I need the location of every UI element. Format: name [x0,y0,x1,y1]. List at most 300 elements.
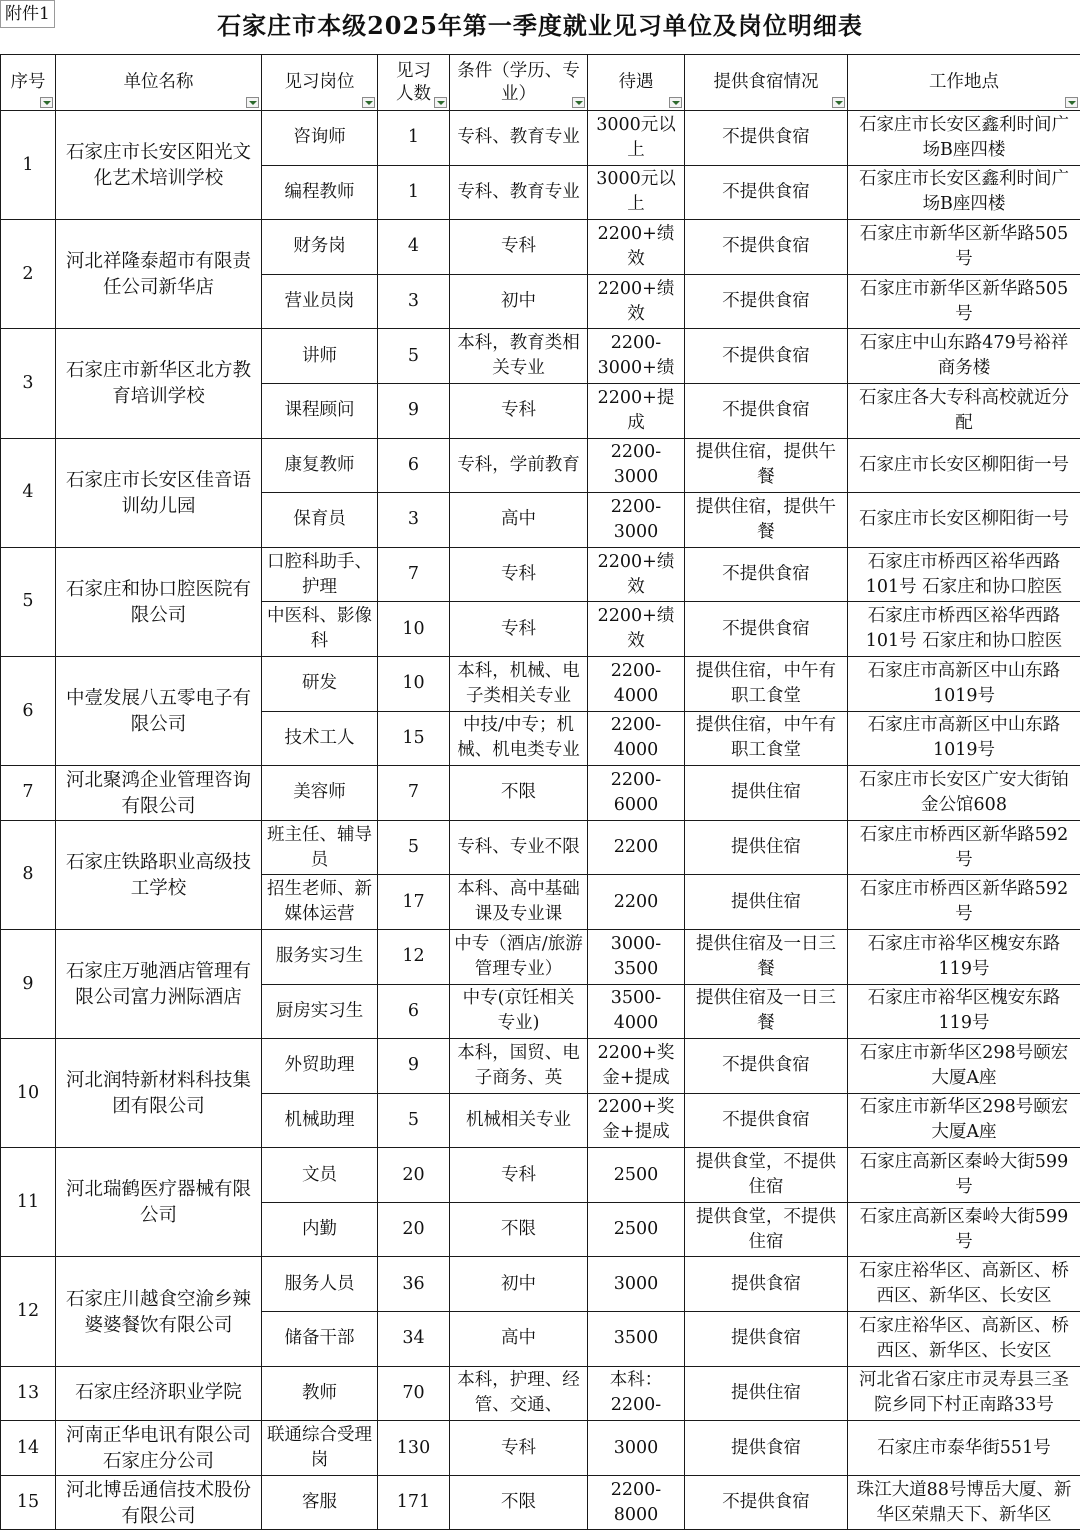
board-cell [685,1312,848,1367]
pay-cell-text: 2200+奖金+提成 [597,1042,675,1088]
location-cell [848,1093,1080,1148]
requirements-cell-text: 专科，学前教育 [457,454,580,475]
board-cell [685,438,848,493]
company-name [56,329,262,438]
position-cell [262,984,378,1039]
filter-dropdown-icon[interactable] [572,97,585,108]
pay-cell-text: 2200+绩效 [597,606,675,652]
requirements-cell [450,656,588,711]
position-cell [262,929,378,984]
pay-cell-text: 2200+提成 [597,387,675,433]
pay-cell-text: 本科：2200- [609,1370,663,1416]
location-cell [848,1366,1080,1421]
board-cell [685,1366,848,1421]
location-cell [848,875,1080,930]
company-name [56,820,262,929]
count-cell-text: 9 [407,400,420,421]
position-cell [262,383,378,438]
count-cell [378,1093,450,1148]
table-row [1,1039,1080,1094]
row-index-text: 7 [22,782,34,803]
company-name [56,1475,262,1530]
position-cell [262,329,378,384]
position-cell [262,602,378,657]
position-cell [262,1202,378,1257]
requirements-cell [450,1093,588,1148]
position-cell-text: 班主任、辅导员 [267,824,372,870]
header-location: 工作地点 [848,55,1080,111]
requirements-cell [450,274,588,329]
row-index-text: 12 [16,1301,40,1322]
location-cell-text: 珠江大道88号博岳大厦、新华区荣鼎天下、新华区 [856,1479,1072,1525]
position-cell-text: 美容师 [293,782,346,803]
company-name-text: 石家庄市新华区北方教育培训学校 [65,360,251,408]
board-cell [685,1257,848,1312]
requirements-cell-text: 本科，国贸、电子商务、英 [457,1042,580,1088]
count-cell-text: 171 [396,1492,431,1513]
board-cell-text: 提供住宿 [731,782,801,803]
location-cell-text: 石家庄市长安区广安大街铂金公馆608 [859,769,1069,815]
position-cell-text: 招生老师、新媒体运营 [267,879,372,925]
board-cell [685,711,848,766]
count-cell-text: 36 [402,1273,425,1294]
board-cell [685,111,848,166]
count-cell [378,1475,450,1530]
pay-cell-text: 2200-3000 [610,442,662,488]
filter-dropdown-icon[interactable] [362,97,375,108]
requirements-cell-text: 本科、高中基础课及专业课 [457,879,580,925]
table-row [1,547,1080,602]
company-name-text: 石家庄川越食空渝乡辣婆婆餐饮有限公司 [65,1288,251,1336]
board-cell [685,1202,848,1257]
position-cell [262,875,378,930]
board-cell-text: 不提供食宿 [722,127,810,148]
row-index-text: 8 [22,864,34,885]
position-cell [262,1257,378,1312]
board-cell-text: 提供住宿 [731,837,801,858]
board-cell-text: 提供食宿 [731,1273,801,1294]
count-cell [378,547,450,602]
requirements-cell-text: 初中 [501,291,536,312]
board-cell [685,547,848,602]
location-cell-text: 石家庄市裕华区槐安东路119号 [867,933,1061,979]
requirements-cell-text: 高中 [501,509,536,530]
pay-cell-text: 3500 [613,1328,659,1349]
row-index-text: 10 [16,1082,40,1103]
position-cell [262,1312,378,1367]
company-name [56,1421,262,1476]
board-cell [685,329,848,384]
location-cell [848,1202,1080,1257]
position-cell-text: 联通综合受理岗 [267,1425,372,1471]
row-index [1,220,56,329]
row-index [1,547,56,656]
pay-cell [588,1202,685,1257]
filter-dropdown-icon[interactable] [40,97,53,108]
requirements-cell-text: 不限 [501,782,536,803]
pay-cell [588,1257,685,1312]
header-pay: 待遇 [588,55,685,111]
company-name [56,1039,262,1148]
board-cell [685,1039,848,1094]
position-cell [262,1039,378,1094]
count-cell-text: 20 [402,1164,425,1185]
position-cell [262,547,378,602]
requirements-cell [450,766,588,821]
count-cell-text: 70 [402,1382,425,1403]
count-cell [378,984,450,1039]
pay-cell [588,547,685,602]
pay-cell [588,984,685,1039]
row-index-text: 1 [22,154,34,175]
count-cell [378,274,450,329]
row-index [1,929,56,1038]
board-cell-text: 不提供食宿 [722,181,810,202]
pay-cell [588,165,685,220]
location-cell-text: 石家庄裕华区、高新区、桥西区、新华区、长安区 [859,1261,1069,1307]
location-cell [848,165,1080,220]
board-cell-text: 提供住宿 [731,891,801,912]
row-index-text: 6 [22,700,34,721]
position-cell-text: 内勤 [302,1219,337,1240]
location-cell-text: 石家庄市长安区柳阳街一号 [859,454,1069,475]
location-cell-text: 石家庄高新区秦岭大街599号 [859,1152,1069,1198]
location-cell [848,1257,1080,1312]
filter-dropdown-icon[interactable] [246,97,259,108]
company-name-text: 石家庄铁路职业高级技工学校 [65,851,251,899]
pay-cell [588,1475,685,1530]
board-cell-text: 提供住宿，中午有职工食堂 [696,660,836,706]
count-cell [378,329,450,384]
board-cell-text: 不提供食宿 [722,618,810,639]
location-cell-text: 石家庄市新华区新华路505号 [859,278,1069,324]
count-cell-text: 6 [407,454,420,475]
location-cell [848,274,1080,329]
count-cell-text: 9 [407,1055,420,1076]
location-cell-text: 石家庄市长安区鑫利时间广场B座四楼 [859,169,1069,215]
location-cell-text: 石家庄市高新区中山东路1019号 [867,715,1061,761]
requirements-cell [450,438,588,493]
board-cell [685,1475,848,1530]
count-cell [378,602,450,657]
table-row [1,329,1080,384]
position-cell-text: 研发 [302,673,337,694]
row-index [1,111,56,220]
company-name [56,438,262,547]
requirements-cell [450,711,588,766]
requirements-cell [450,165,588,220]
row-index [1,1421,56,1476]
requirements-cell-text: 专科、教育专业 [457,127,580,148]
location-cell [848,602,1080,657]
board-cell-text: 不提供食宿 [722,564,810,585]
count-cell-text: 5 [407,837,420,858]
location-cell [848,547,1080,602]
pay-cell-text: 3000元以上 [596,114,676,160]
requirements-cell-text: 专科 [501,564,536,585]
requirements-cell [450,220,588,275]
location-cell-text: 石家庄各大专科高校就近分配 [859,387,1069,433]
board-cell [685,165,848,220]
count-cell-text: 6 [407,1000,420,1021]
table-row [1,766,1080,821]
requirements-cell-text: 中专（酒店/旅游管理专业） [454,933,583,979]
location-cell [848,711,1080,766]
filter-dropdown-icon[interactable] [832,97,845,108]
requirements-cell-text: 专科 [501,618,536,639]
company-name [56,111,262,220]
page-title: 石家庄市本级2025年第一季度就业见习单位及岗位明细表 [217,11,863,40]
location-cell [848,220,1080,275]
position-cell-text: 课程顾问 [284,400,355,421]
location-cell [848,1312,1080,1367]
count-cell [378,1421,450,1476]
count-cell [378,1202,450,1257]
position-cell-text: 保育员 [293,509,346,530]
location-cell [848,329,1080,384]
position-cell-text: 财务岗 [293,236,346,257]
count-cell [378,820,450,875]
pay-cell [588,929,685,984]
position-cell-text: 服务人员 [284,1273,355,1294]
table-row [1,1475,1080,1530]
pay-cell [588,1366,685,1421]
board-cell-text: 不提供食宿 [722,291,810,312]
requirements-cell-text: 不限 [501,1492,536,1513]
requirements-cell [450,111,588,166]
location-cell-text: 石家庄中山东路479号裕祥商务楼 [859,333,1069,379]
table-row [1,438,1080,493]
board-cell-text: 提供住宿 [731,1382,801,1403]
requirements-cell [450,1202,588,1257]
requirements-cell-text: 高中 [501,1328,536,1349]
location-cell [848,820,1080,875]
position-cell [262,1475,378,1530]
company-name [56,1148,262,1257]
requirements-cell [450,383,588,438]
row-index [1,329,56,438]
position-cell [262,1366,378,1421]
company-name-text: 河南正华电讯有限公司石家庄分公司 [65,1425,251,1473]
position-cell-text: 营业员岗 [284,291,355,312]
pay-cell-text: 3000 [613,1273,659,1294]
requirements-cell [450,1475,588,1530]
position-cell [262,1421,378,1476]
filter-dropdown-icon[interactable] [434,97,447,108]
location-cell [848,111,1080,166]
pay-cell [588,820,685,875]
pay-cell-text: 2200+绩效 [597,223,675,269]
location-cell [848,984,1080,1039]
location-cell-text: 石家庄市桥西区裕华西路101号 石家庄和协口腔医 [865,551,1063,597]
count-cell-text: 3 [407,291,420,312]
count-cell [378,438,450,493]
header-index: 序号 [1,55,56,111]
company-name [56,929,262,1038]
requirements-cell [450,820,588,875]
board-cell [685,274,848,329]
location-cell [848,1421,1080,1476]
board-cell [685,875,848,930]
header-board: 提供食宿情况 [685,55,848,111]
count-cell [378,875,450,930]
requirements-cell-text: 专科 [501,1437,536,1458]
location-cell-text: 石家庄高新区秦岭大街599号 [859,1206,1069,1252]
job-table [0,54,1080,1530]
board-cell-text: 提供食堂，不提供住宿 [696,1152,836,1198]
requirements-cell-text: 本科，护理、经管、交通、 [457,1370,580,1416]
count-cell-text: 5 [407,1109,420,1130]
table-row [1,929,1080,984]
position-cell-text: 机械助理 [284,1109,355,1130]
pay-cell-text: 2200-6000 [610,769,662,815]
count-cell [378,1366,450,1421]
pay-cell [588,711,685,766]
position-cell [262,220,378,275]
pay-cell-text: 2200-4000 [610,715,662,761]
row-index [1,438,56,547]
pay-cell [588,438,685,493]
count-cell-text: 5 [407,345,420,366]
location-cell-text: 石家庄市桥西区新华路592号 [859,824,1069,870]
requirements-cell [450,493,588,548]
company-name-text: 石家庄万驰酒店管理有限公司富力洲际酒店 [65,961,251,1008]
pay-cell-text: 2200 [613,837,659,858]
position-cell-text: 讲师 [302,345,337,366]
row-index-text: 5 [22,591,34,612]
pay-cell [588,111,685,166]
company-name-text: 中壹发展八五零电子有限公司 [65,688,251,736]
requirements-cell [450,1039,588,1094]
position-cell-text: 技术工人 [284,727,355,748]
requirements-cell [450,929,588,984]
count-cell-text: 10 [402,673,425,694]
company-name [56,656,262,765]
pay-cell [588,1039,685,1094]
count-cell [378,929,450,984]
row-index-text: 9 [22,973,34,994]
position-cell-text: 教师 [302,1382,337,1403]
requirements-cell-text: 专科 [501,1164,536,1185]
position-cell-text: 储备干部 [284,1328,355,1349]
location-cell-text: 河北省石家庄市灵寿县三圣院乡同下村正南路33号 [859,1370,1069,1416]
company-name [56,1257,262,1366]
board-cell-text: 不提供食宿 [722,1055,810,1076]
company-name-text: 石家庄和协口腔医院有限公司 [65,578,251,626]
position-cell [262,766,378,821]
pay-cell-text: 3000 [613,1437,659,1458]
requirements-cell-text: 专科、专业不限 [457,837,580,858]
count-cell-text: 130 [396,1437,431,1458]
location-cell [848,1039,1080,1094]
count-cell [378,111,450,166]
company-name-text: 河北祥隆泰超市有限责任公司新华店 [65,251,251,299]
location-cell-text: 石家庄市高新区中山东路1019号 [867,660,1061,706]
header-count: 见习 人数 [378,55,450,111]
board-cell-text: 提供食宿 [731,1437,801,1458]
company-name-text: 河北聚鸿企业管理咨询有限公司 [65,769,251,817]
board-cell [685,1421,848,1476]
row-index [1,820,56,929]
pay-cell-text: 2500 [613,1219,659,1240]
row-index-text: 11 [16,1191,40,1212]
location-cell [848,1475,1080,1530]
row-index [1,1475,56,1530]
pay-cell-text: 2200+绩效 [597,278,675,324]
pay-cell-text: 3500-4000 [610,988,662,1034]
board-cell-text: 不提供食宿 [722,1492,810,1513]
count-cell-text: 7 [407,782,420,803]
location-cell-text: 石家庄市桥西区新华路592号 [859,879,1069,925]
pay-cell [588,274,685,329]
count-cell-text: 3 [407,509,420,530]
location-cell-text: 石家庄市新华区298号颐宏大厦A座 [859,1042,1069,1088]
filter-dropdown-icon[interactable] [1065,97,1078,108]
location-cell [848,383,1080,438]
company-name-text: 河北润特新材料科技集团有限公司 [65,1070,251,1118]
table-row [1,1148,1080,1203]
pay-cell-text: 2200+奖金+提成 [597,1097,675,1143]
filter-dropdown-icon[interactable] [669,97,682,108]
requirements-cell [450,875,588,930]
company-name-text: 石家庄市长安区佳音语训幼儿园 [65,469,251,517]
position-cell-text: 口腔科助手、护理 [267,551,372,597]
requirements-cell-text: 中技/中专；机械、机电类专业 [457,715,580,761]
requirements-cell-text: 不限 [501,1219,536,1240]
board-cell [685,766,848,821]
board-cell-text: 不提供食宿 [722,236,810,257]
table-row [1,656,1080,711]
position-cell [262,1093,378,1148]
count-cell-text: 4 [407,236,420,257]
company-name-text: 石家庄市长安区阳光文化艺术培训学校 [65,142,251,190]
row-index [1,1366,56,1421]
board-cell [685,493,848,548]
board-cell [685,929,848,984]
requirements-cell-text: 本科，机械、电子类相关专业 [457,660,580,706]
table-row [1,1257,1080,1312]
count-cell [378,711,450,766]
position-cell [262,656,378,711]
board-cell-text: 提供住宿，中午有职工食堂 [696,715,836,761]
board-cell [685,220,848,275]
board-cell-text: 提供住宿及一日三餐 [696,933,836,979]
count-cell-text: 7 [407,564,420,585]
count-cell [378,656,450,711]
location-cell [848,493,1080,548]
requirements-cell-text: 本科，教育类相关专业 [457,333,580,379]
count-cell-text: 15 [402,727,425,748]
position-cell-text: 文员 [302,1164,337,1185]
company-name [56,220,262,329]
count-cell-text: 17 [402,891,425,912]
pay-cell [588,383,685,438]
position-cell-text: 客服 [302,1492,337,1513]
pay-cell-text: 2500 [613,1164,659,1185]
position-cell-text: 咨询师 [293,127,346,148]
row-index [1,766,56,821]
company-name [56,766,262,821]
position-cell [262,493,378,548]
position-cell [262,820,378,875]
board-cell-text: 提供住宿，提供午餐 [696,442,836,488]
table-row [1,1366,1080,1421]
board-cell-text: 不提供食宿 [722,345,810,366]
location-cell [848,656,1080,711]
count-cell [378,1148,450,1203]
row-index-text: 13 [16,1382,40,1403]
attachment-label: 附件1 [0,0,55,28]
